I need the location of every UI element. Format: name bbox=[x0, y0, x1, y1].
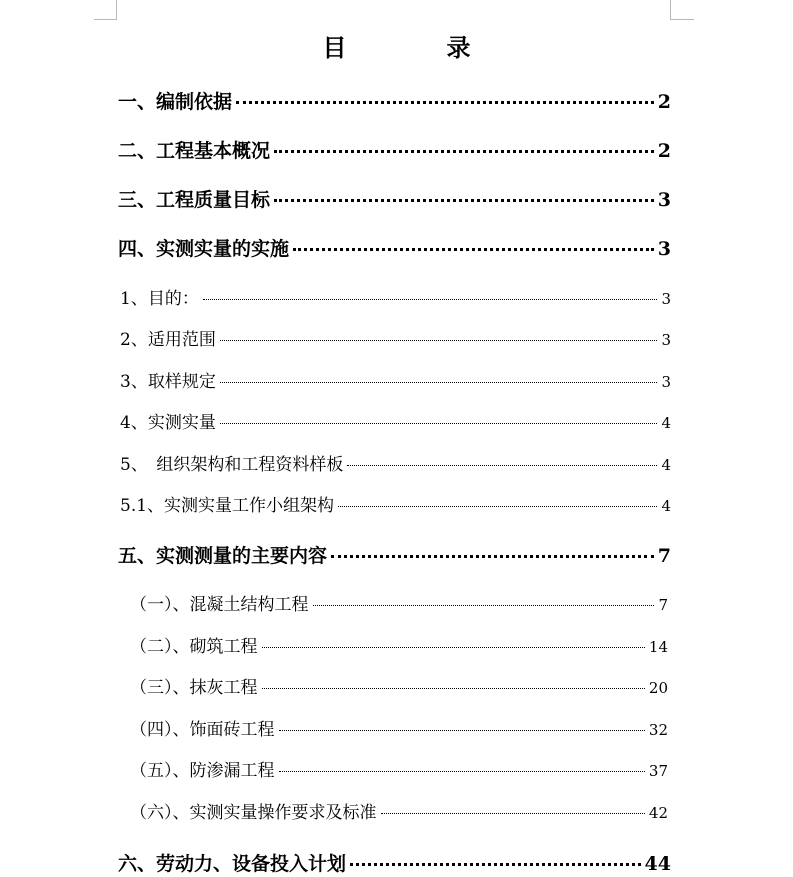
dot-leader bbox=[313, 605, 655, 606]
toc-entry-label: 五、实测测量的主要内容 bbox=[118, 545, 328, 567]
dot-leader bbox=[220, 340, 658, 341]
toc-entry[interactable] bbox=[120, 411, 671, 435]
toc-entry[interactable] bbox=[130, 676, 668, 700]
toc-entry-page: 32 bbox=[648, 721, 668, 739]
toc-entry-label: 5.1、实测实量工作小组架构 bbox=[120, 496, 335, 516]
toc-entry-label: （一）、混凝土结构工程 bbox=[130, 595, 309, 615]
toc-entry-page: 4 bbox=[661, 497, 671, 515]
toc-entry-label: 二、工程基本概况 bbox=[118, 140, 271, 162]
dot-leader bbox=[293, 248, 654, 251]
toc-entry[interactable] bbox=[118, 236, 671, 262]
dot-leader bbox=[274, 150, 654, 153]
dot-leader bbox=[350, 863, 641, 866]
toc-entry-label: 2、适用范围 bbox=[120, 330, 216, 350]
toc-entry-label: （二）、砌筑工程 bbox=[130, 637, 258, 657]
toc-entry-page: 3 bbox=[657, 189, 671, 211]
toc-entry-page: 7 bbox=[658, 596, 668, 614]
toc-entry-label: 1、目的： bbox=[120, 289, 199, 309]
toc-entry[interactable] bbox=[118, 89, 671, 115]
dot-leader bbox=[262, 647, 645, 648]
toc-entry-label: （四）、饰面砖工程 bbox=[130, 720, 275, 740]
toc-entry-label: 三、工程质量目标 bbox=[118, 189, 271, 211]
toc-entry[interactable] bbox=[120, 494, 671, 518]
toc-entry-label: 4、实测实量 bbox=[120, 413, 216, 433]
dot-leader bbox=[331, 555, 654, 558]
toc-entry-page: 42 bbox=[648, 804, 668, 822]
toc-entry-page: 2 bbox=[657, 140, 671, 162]
toc-entry[interactable] bbox=[120, 370, 671, 394]
dot-leader bbox=[262, 688, 645, 689]
toc-entry-page: 20 bbox=[648, 679, 668, 697]
dot-leader bbox=[338, 506, 657, 507]
toc-entry-page: 3 bbox=[657, 238, 671, 260]
toc-entry-page: 7 bbox=[657, 545, 671, 567]
toc-entry-label: （五）、防渗漏工程 bbox=[130, 761, 275, 781]
toc-entry[interactable] bbox=[118, 138, 671, 164]
toc-entry-label: 5、 组织架构和工程资料样板 bbox=[120, 455, 344, 475]
toc-entry[interactable] bbox=[130, 801, 668, 825]
dot-leader bbox=[220, 423, 658, 424]
dot-leader bbox=[279, 730, 645, 731]
toc-entry[interactable] bbox=[120, 453, 671, 477]
toc-entry-label: （六）、实测实量操作要求及标准 bbox=[130, 803, 377, 823]
toc-entry-label: 四、实测实量的实施 bbox=[118, 238, 290, 260]
toc-entry-page: 44 bbox=[644, 853, 671, 875]
toc-entry-label: 六、劳动力、设备投入计划 bbox=[118, 853, 347, 875]
toc-entry-label: （三）、抹灰工程 bbox=[130, 678, 258, 698]
toc-entry[interactable] bbox=[130, 759, 668, 783]
toc-entry-page: 14 bbox=[648, 638, 668, 656]
dot-leader bbox=[220, 382, 658, 383]
toc-entry-page: 2 bbox=[657, 91, 671, 113]
dot-leader bbox=[274, 199, 654, 202]
toc-entry-label: 一、编制依据 bbox=[118, 91, 233, 113]
toc-entry[interactable] bbox=[130, 593, 668, 617]
toc-entry-page: 4 bbox=[661, 456, 671, 474]
toc-entry[interactable] bbox=[118, 543, 671, 569]
toc-entry-page: 3 bbox=[661, 331, 671, 349]
toc-entry[interactable] bbox=[120, 287, 671, 311]
toc-entry[interactable] bbox=[120, 328, 671, 352]
toc-entry-label: 3、取样规定 bbox=[120, 372, 216, 392]
toc-entry-page: 4 bbox=[661, 414, 671, 432]
toc-entry[interactable] bbox=[118, 851, 671, 877]
dot-leader bbox=[236, 101, 654, 104]
dot-leader bbox=[203, 299, 658, 300]
toc-entry-page: 3 bbox=[661, 373, 671, 391]
toc-entry[interactable] bbox=[130, 635, 668, 659]
toc-entry[interactable] bbox=[118, 187, 671, 213]
toc-entry[interactable] bbox=[130, 718, 668, 742]
dot-leader bbox=[279, 771, 645, 772]
toc-entry-page: 37 bbox=[648, 762, 668, 780]
dot-leader bbox=[381, 813, 645, 814]
dot-leader bbox=[347, 465, 657, 466]
toc-entry-page: 3 bbox=[661, 290, 671, 308]
toc-title: 目 录 bbox=[322, 33, 509, 62]
